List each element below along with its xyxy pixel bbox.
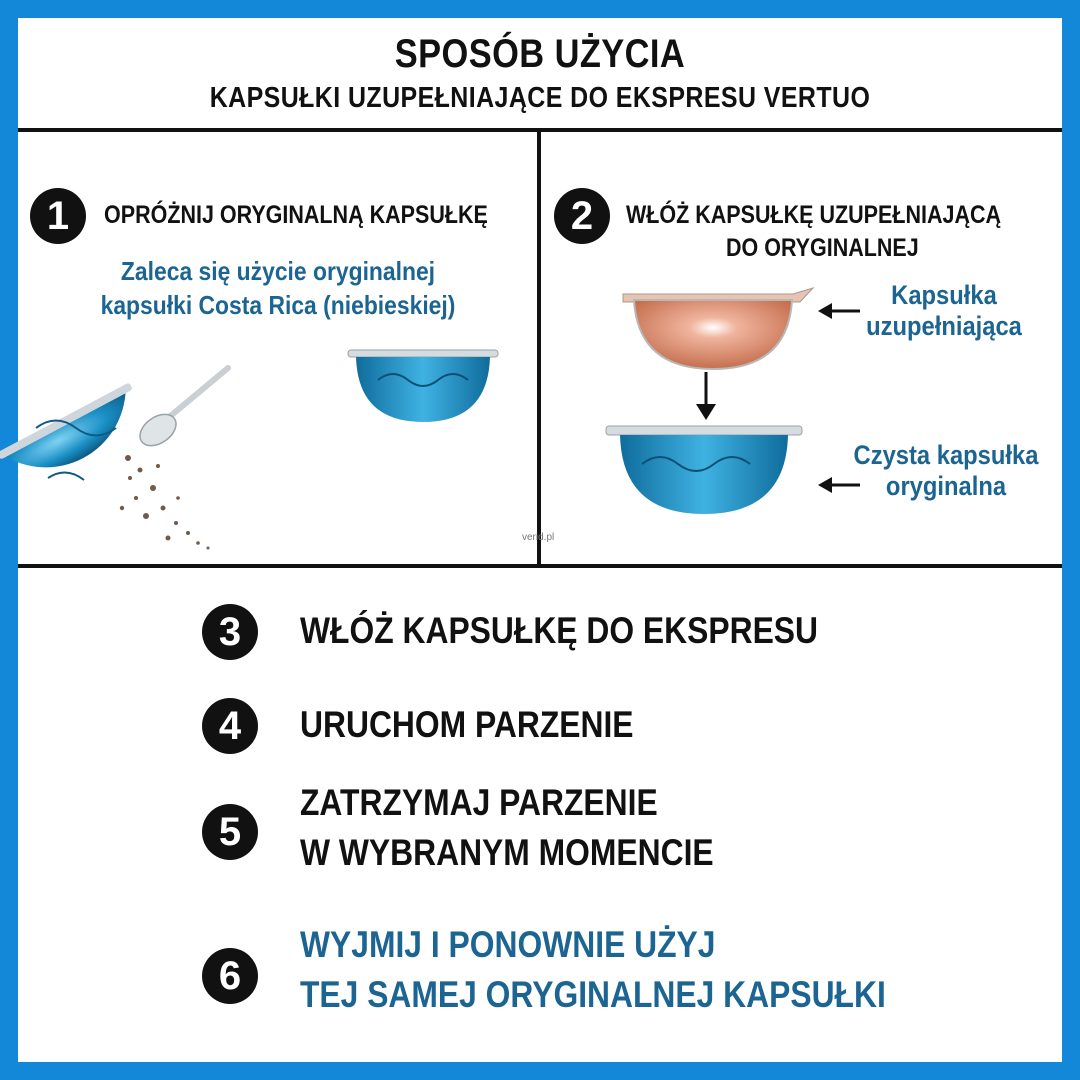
step-2-badge: 2 [554, 188, 610, 244]
arrow-left-icon [818, 302, 860, 320]
step-1-heading: OPRÓŻNIJ ORYGINALNĄ KAPSUŁKĘ [104, 201, 488, 229]
original-capsule-label-line-1: Czysta kapsułka [853, 440, 1039, 470]
original-capsule-label [846, 440, 1047, 502]
step-4-text: URUCHOM PARZENIE [300, 704, 634, 745]
empty-capsule-illustration [348, 350, 498, 430]
step-3-text: WŁÓŻ KAPSUŁKĘ DO EKSPRESU [300, 610, 819, 651]
step-5-text-line-1: ZATRZYMAJ PARZENIE [300, 782, 658, 823]
refill-capsule-label-line-2: uzupełniająca [866, 311, 1022, 341]
step-5-badge: 5 [202, 804, 258, 860]
step-5-text-line-2: W WYBRANYM MOMENCIE [300, 832, 714, 873]
step-1-note-line-2: kapsułki Costa Rica (niebieskiej) [100, 290, 456, 320]
divider-bottom [18, 564, 1062, 568]
divider-middle [537, 130, 541, 566]
step-1-badge: 1 [30, 188, 86, 244]
step-1-note [84, 254, 471, 322]
step-3-badge: 3 [202, 604, 258, 660]
step-1-note-line-1: Zaleca się użycie oryginalnej [120, 256, 436, 286]
step-4-badge: 4 [202, 698, 258, 754]
watermark: verid.pl [522, 532, 555, 543]
page-title: SPOSÓB UŻYCIA [394, 32, 686, 76]
step-6-badge: 6 [202, 948, 258, 1004]
original-capsule-illustration [606, 426, 802, 522]
page-subtitle: KAPSUŁKI UZUPEŁNIAJĄCE DO EKSPRESU VERTUO [209, 82, 871, 114]
tilted-capsule-illustration [18, 338, 258, 558]
original-capsule-label-line-2: oryginalna [885, 471, 1007, 501]
refill-capsule-label-line-1: Kapsułka [891, 280, 997, 310]
refill-capsule-illustration [618, 274, 818, 374]
instruction-card [18, 18, 1062, 1062]
step-6-text-line-2: TEJ SAMEJ ORYGINALNEJ KAPSUŁKI [300, 974, 886, 1015]
refill-capsule-label [856, 280, 1032, 342]
step-6-text-line-1: WYJMIJ I PONOWNIE UŻYJ [300, 924, 716, 965]
arrow-down-icon [694, 372, 718, 422]
step-2-heading-line-2: DO ORYGINALNEJ [726, 234, 919, 262]
step-2-heading-line-1: WŁÓŻ KAPSUŁKĘ UZUPEŁNIAJĄCĄ [626, 201, 1002, 229]
